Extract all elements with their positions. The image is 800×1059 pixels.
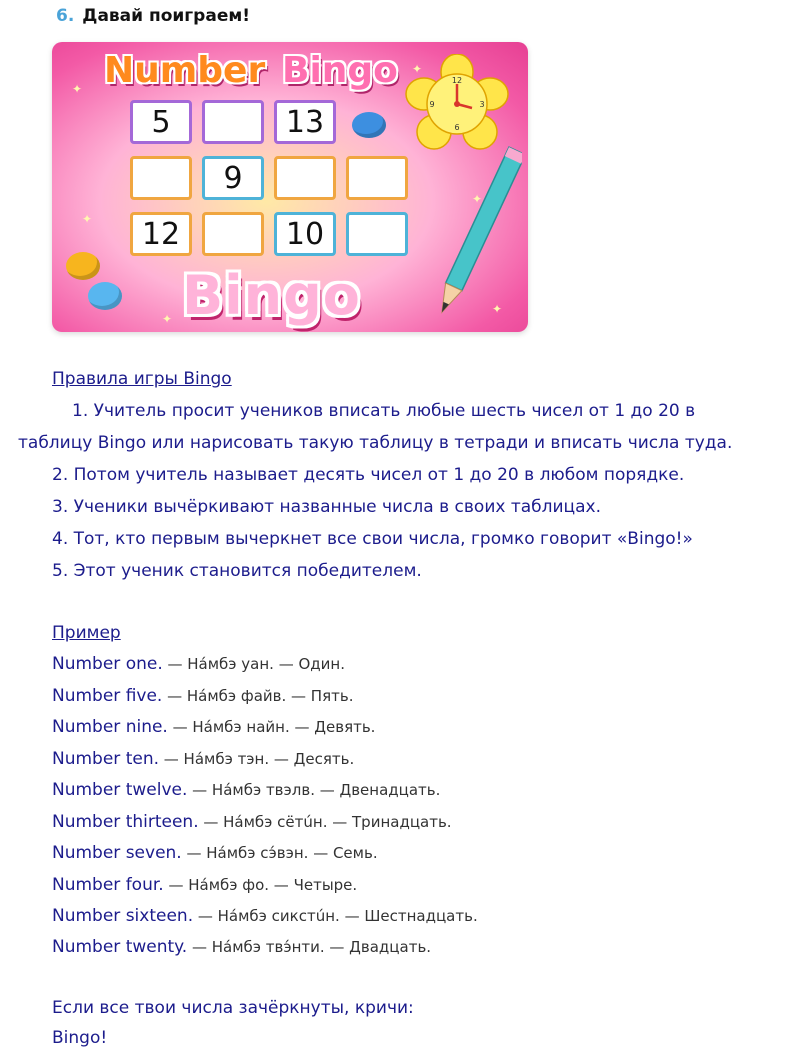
star-icon: ✦ <box>162 312 173 326</box>
example-english: Number one. <box>52 654 163 674</box>
star-icon: ✦ <box>82 212 93 226</box>
bingo-chip <box>352 112 386 138</box>
example-line <box>52 875 357 895</box>
example-english: Number thirteen. <box>52 812 199 832</box>
grid-cell <box>274 156 336 200</box>
bingo-illustration <box>52 42 528 332</box>
star-icon: ✦ <box>472 192 483 206</box>
example-english: Number five. <box>52 686 163 706</box>
rule-line: 1. Учитель просит учеников вписать любые шесть чисел от 1 до 20 в <box>72 401 696 421</box>
example-english: Number ten. <box>52 749 159 769</box>
illustration-bingo-word: Bingo <box>182 264 361 327</box>
example-english: Number nine. <box>52 717 168 737</box>
example-heading: Пример <box>52 623 121 643</box>
clock-number-6: 6 <box>454 123 460 132</box>
pencil-icon <box>432 142 522 332</box>
bingo-chip <box>88 282 122 310</box>
rule-line: 5. Этот ученик становится победителем. <box>52 561 422 581</box>
star-icon: ✦ <box>72 82 83 96</box>
task-header <box>56 6 250 26</box>
example-line <box>52 654 345 674</box>
grid-cell: 12 <box>130 212 192 256</box>
illustration-title-number: Number <box>104 50 266 91</box>
grid-cell <box>346 212 408 256</box>
example-english: Number twelve. <box>52 780 188 800</box>
star-icon: ✦ <box>412 62 423 76</box>
example-line <box>52 937 431 957</box>
flower-clock-icon <box>402 54 512 154</box>
grid-cell <box>346 156 408 200</box>
example-line <box>52 780 440 800</box>
example-line <box>52 906 478 926</box>
example-translation: — На́мбэ твэ́нти. — Двадцать. <box>187 938 432 956</box>
task-number: 6. <box>56 6 75 26</box>
grid-cell: 10 <box>274 212 336 256</box>
grid-cell <box>202 212 264 256</box>
footer-line: Bingo! <box>52 1028 108 1048</box>
example-english: Number sixteen. <box>52 906 194 926</box>
grid-cell: 13 <box>274 100 336 144</box>
example-line <box>52 812 452 832</box>
grid-cell <box>130 156 192 200</box>
footer-line: Если все твои числа зачёркнуты, кричи: <box>52 998 414 1018</box>
rule-line: 2. Потом учитель называет десять чисел от 1 до 20 в любом порядке. <box>52 465 685 485</box>
example-english: Number twenty. <box>52 937 188 957</box>
rule-line: таблицу Bingo или нарисовать такую таблицу в тетради и вписать числа туда. <box>18 433 733 453</box>
example-line <box>52 717 375 737</box>
grid-cell: 9 <box>202 156 264 200</box>
clock-number-9: 9 <box>429 100 435 109</box>
example-line <box>52 686 353 706</box>
example-english: Number seven. <box>52 843 182 863</box>
rule-line: 4. Тот, кто первым вычеркнет все свои числа, громко говорит «Bingo!» <box>52 529 693 549</box>
clock-number-12: 12 <box>451 76 463 85</box>
example-translation: — На́мбэ найн. — Девять. <box>167 718 376 736</box>
bingo-chip <box>66 252 100 280</box>
star-icon: ✦ <box>492 302 503 316</box>
example-translation: — На́мбэ сикстúн. — Шестнадцать. <box>193 907 478 925</box>
example-translation: — На́мбэ файв. — Пять. <box>162 687 354 705</box>
rule-line: 3. Ученики вычёркивают названные числа в своих таблицах. <box>52 497 601 517</box>
example-translation: — На́мбэ фо. — Четыре. <box>163 876 358 894</box>
grid-cell: 5 <box>130 100 192 144</box>
rules-heading: Правила игры Bingo <box>52 369 232 389</box>
example-line <box>52 843 378 863</box>
clock-number-3: 3 <box>479 100 485 109</box>
task-title: Давай поиграем! <box>82 6 251 26</box>
example-translation: — На́мбэ твэлв. — Двенадцать. <box>187 781 441 799</box>
example-translation: — На́мбэ сэ́вэн. — Семь. <box>181 844 378 862</box>
example-translation: — На́мбэ тэн. — Десять. <box>159 750 355 768</box>
grid-cell <box>202 100 264 144</box>
example-translation: — На́мбэ сётúн. — Тринадцать. <box>198 813 452 831</box>
example-translation: — На́мбэ уан. — Один. <box>162 655 345 673</box>
example-english: Number four. <box>52 875 164 895</box>
example-line <box>52 749 354 769</box>
illustration-title-bingo: Bingo <box>282 50 398 91</box>
